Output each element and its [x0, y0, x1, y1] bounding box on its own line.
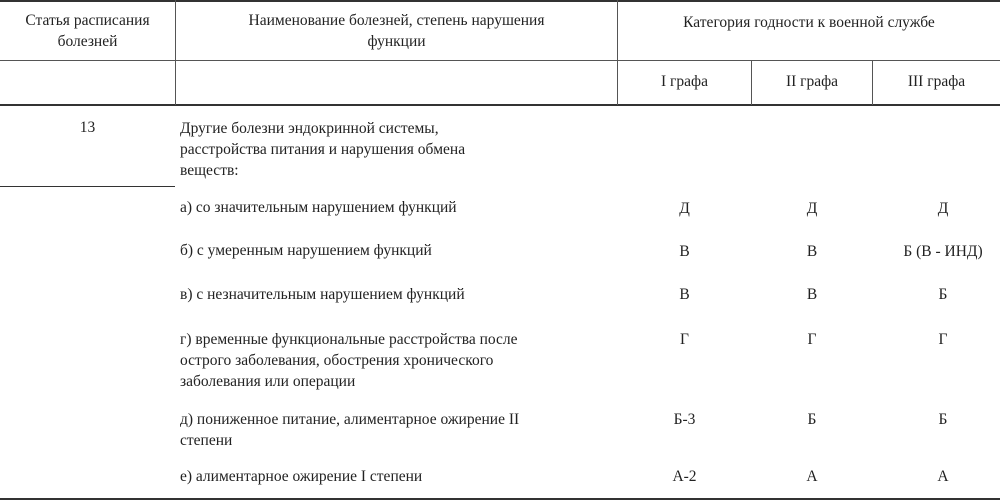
section-title-line: веществ: — [180, 162, 239, 179]
header-graph-1: I графа — [661, 73, 708, 90]
header-disease-name — [176, 10, 617, 52]
header-article — [0, 10, 175, 52]
table-row-d-graph-3: Б — [938, 411, 948, 428]
row-name-line: г) временные функциональные расстройства после — [180, 331, 518, 348]
table-row-b-graph-1: В — [679, 243, 690, 260]
header-article-line2: болезней — [57, 33, 118, 50]
table-top-border — [0, 0, 1000, 2]
table-row-b-graph-3: Б (В - ИНД) — [903, 243, 983, 260]
article-separator — [0, 186, 175, 187]
table-row-a-name: а) со значительным нарушением функций — [180, 199, 457, 216]
table-row-e-name: е) алиментарное ожирение I степени — [180, 468, 423, 485]
table-row-e-graph-1: А-2 — [672, 468, 697, 485]
table-bottom-border — [0, 498, 1000, 500]
table-row-g-graph-3: Г — [938, 331, 948, 348]
section-title-line: расстройства питания и нарушения обмена — [180, 141, 466, 158]
table-row-a-graph-1: Д — [679, 200, 690, 217]
row-name-line: д) пониженное питание, алиментарное ожирение II — [180, 411, 520, 428]
table-row-c-name: в) с незначительным нарушением функций — [180, 286, 465, 303]
header-graph-3: III графа — [907, 73, 966, 90]
table-row-c-graph-3: Б — [938, 286, 948, 303]
header-name-line1: Наименование болезней, степень нарушения — [248, 12, 545, 29]
table-row-d-graph-1: Б-3 — [673, 411, 696, 428]
table-row-g-graph-2: Г — [807, 331, 817, 348]
section-title — [180, 118, 610, 181]
row-name-line: заболевания или операции — [180, 373, 356, 390]
table-row-g-graph-1: Г — [680, 331, 689, 348]
table-row-c-graph-1: В — [679, 286, 690, 303]
table-row-d-graph-2: Б — [807, 411, 817, 428]
table-row-e-graph-3: А — [937, 468, 949, 485]
table-row-b-name: б) с умеренным нарушением функций — [180, 242, 432, 259]
table-row-e-graph-2: А — [806, 468, 818, 485]
header-bottom-border — [0, 104, 1000, 106]
header-article-line1: Статья расписания — [25, 12, 150, 29]
table-row-a-graph-3: Д — [937, 200, 949, 217]
header-category: Категория годности к военной службе — [683, 14, 935, 31]
row-name-line: степени — [180, 432, 233, 449]
header-name-line2: функции — [367, 33, 426, 50]
header-graph-2: II графа — [785, 73, 839, 90]
table-row-a-graph-2: Д — [806, 200, 818, 217]
section-title-line: Другие болезни эндокринной системы, — [180, 120, 439, 137]
article-number: 13 — [79, 119, 96, 136]
table-row-d-name — [180, 409, 519, 451]
header-divider-1 — [0, 60, 1000, 61]
table-row-b-graph-2: В — [806, 243, 818, 260]
row-name-line: острого заболевания, обострения хронического — [180, 352, 494, 369]
table-row-g-name — [180, 329, 518, 392]
table-row-c-graph-2: В — [806, 286, 818, 303]
